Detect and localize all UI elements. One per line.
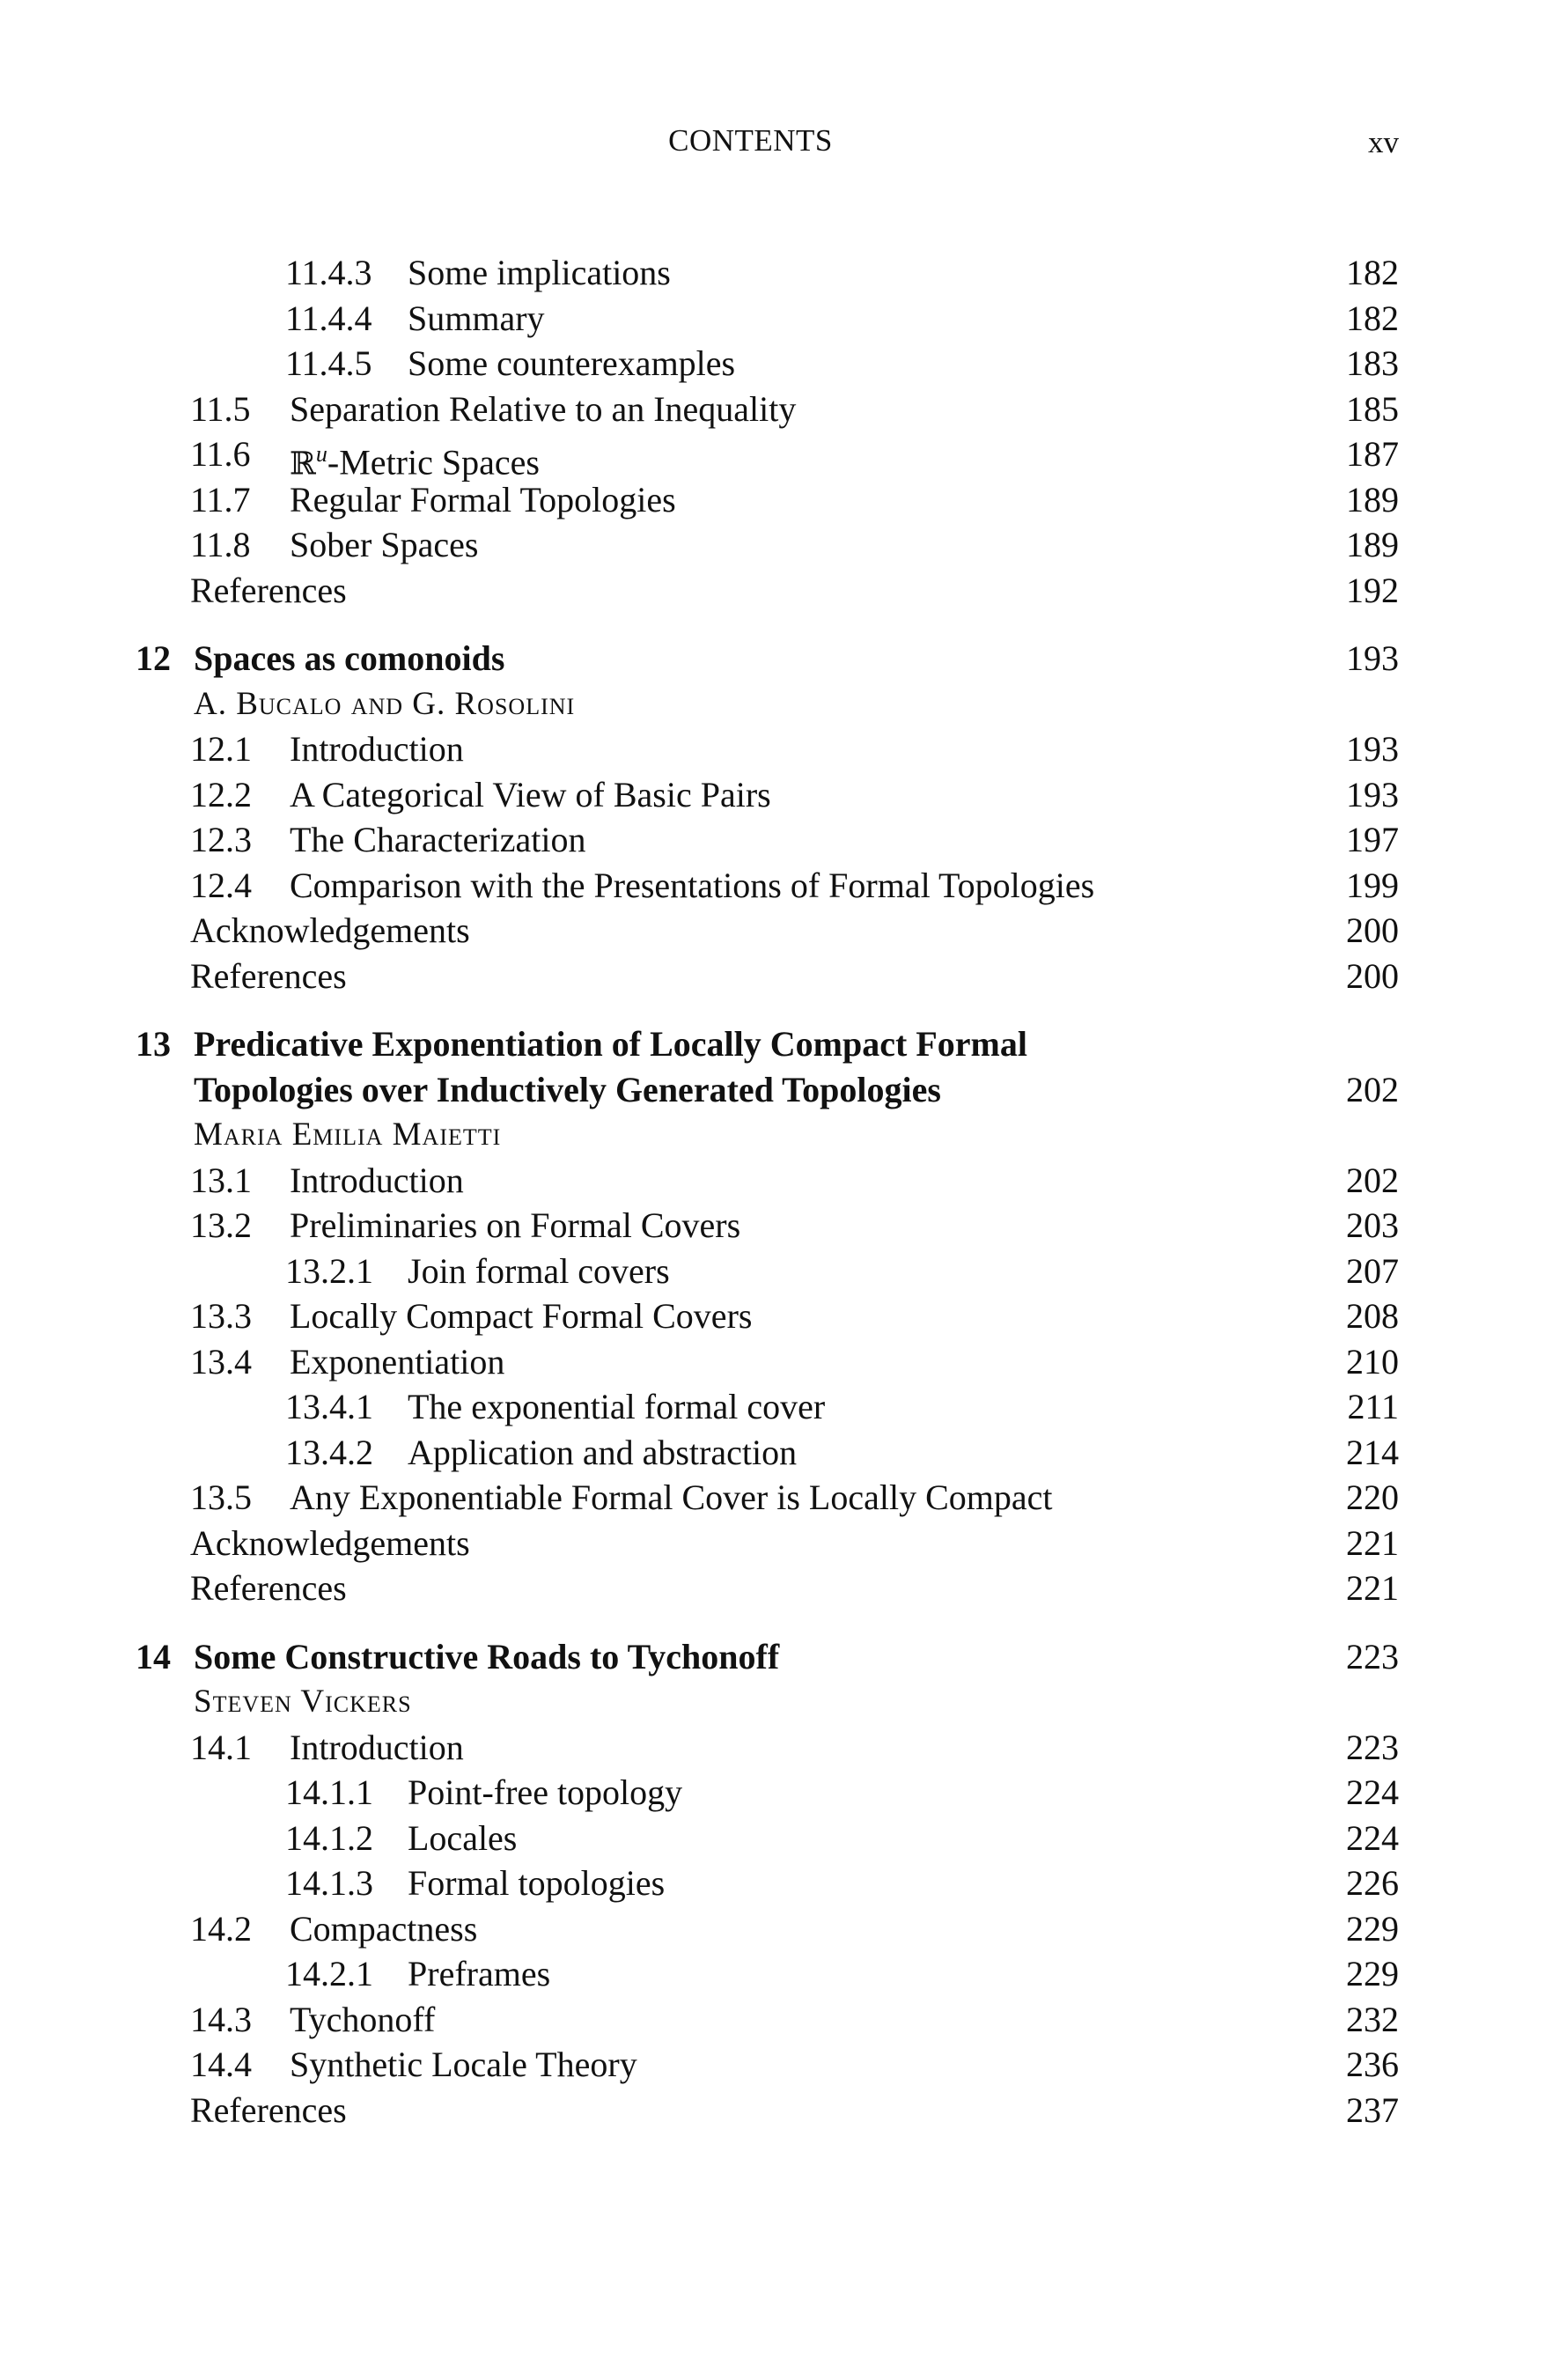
entry-number: 14.4	[190, 2045, 252, 2084]
entry-page: 229	[1346, 1908, 1399, 1949]
entry-title-text: -Metric Spaces	[327, 442, 540, 483]
entry-page: 236	[1346, 2045, 1399, 2084]
entry-title: Exponentiation	[290, 1341, 505, 1382]
entry-page: 221	[1346, 1568, 1399, 1608]
entry-title: The Characterization	[290, 820, 586, 859]
entry-number: 13.3	[190, 1296, 252, 1336]
entry-number: 12.4	[190, 865, 252, 905]
entry-title: Sober Spaces	[290, 525, 479, 564]
chapter-authors	[0, 682, 1545, 727]
toc-entry[interactable]	[0, 1861, 1545, 1906]
chapter-heading-13-continued[interactable]	[0, 1067, 1545, 1113]
toc-entry[interactable]	[0, 1951, 1545, 1997]
entry-number: 13.5	[190, 1477, 252, 1517]
entry-title: The exponential formal cover	[408, 1387, 826, 1426]
entry-title: A Categorical View of Basic Pairs	[290, 774, 771, 814]
entry-page: 189	[1346, 479, 1399, 519]
toc-entry[interactable]	[0, 1997, 1545, 2043]
toc-entry[interactable]	[0, 431, 1545, 483]
running-title: CONTENTS	[668, 123, 833, 158]
entry-title: Tychonoff	[290, 1999, 436, 2039]
superscript-u: u	[315, 441, 327, 467]
entry-page: 221	[1346, 1522, 1399, 1563]
entry-title: References	[190, 1568, 347, 1608]
toc-entry[interactable]	[0, 863, 1545, 909]
toc-entry[interactable]	[0, 2042, 1545, 2088]
toc-references[interactable]	[0, 954, 1545, 999]
entry-number: 13.2.1	[285, 1250, 373, 1291]
table-of-contents	[0, 250, 1545, 2133]
entry-title: Join formal covers	[408, 1250, 670, 1291]
entry-title: Comparison with the Presentations of Formal Topologies	[290, 865, 1095, 905]
toc-entry[interactable]	[0, 477, 1545, 523]
toc-entry[interactable]	[0, 522, 1545, 568]
toc-references[interactable]	[0, 568, 1545, 614]
chapter-title: Some Constructive Roads to Tychonoff	[194, 1636, 780, 1676]
chapter-page: 202	[1346, 1069, 1399, 1109]
entry-page: 224	[1346, 1772, 1399, 1812]
entry-number: 13.1	[190, 1160, 252, 1200]
chapter-title-line-2: Topologies over Inductively Generated Topologies	[194, 1069, 941, 1109]
toc-entry[interactable]	[0, 1475, 1545, 1521]
entry-page: 214	[1346, 1432, 1399, 1472]
entry-number: 14.1.1	[285, 1772, 373, 1812]
toc-entry[interactable]	[0, 1816, 1545, 1861]
entry-page: 193	[1346, 774, 1399, 814]
chapter-authors	[0, 1112, 1545, 1158]
entry-title: Preframes	[408, 1954, 551, 1993]
entry-number: 11.4.3	[285, 253, 372, 292]
entry-title: Preliminaries on Formal Covers	[290, 1205, 741, 1245]
toc-references[interactable]	[0, 2088, 1545, 2133]
entry-title: Regular Formal Topologies	[290, 479, 676, 519]
toc-entry[interactable]	[0, 296, 1545, 342]
entry-title: Synthetic Locale Theory	[290, 2045, 637, 2084]
chapter-number: 13	[136, 1024, 171, 1064]
entry-page: 199	[1346, 865, 1399, 905]
chapter-heading-12[interactable]	[0, 636, 1545, 682]
toc-entry[interactable]	[0, 1158, 1545, 1204]
toc-entry[interactable]	[0, 1293, 1545, 1339]
entry-title: Formal topologies	[408, 1863, 666, 1903]
chapter-number: 12	[136, 638, 171, 678]
entry-number: 11.4.4	[285, 298, 372, 338]
chapter-authors	[0, 1679, 1545, 1725]
entry-title: Acknowledgements	[190, 1522, 470, 1563]
entry-page: 208	[1346, 1296, 1399, 1336]
toc-entry[interactable]	[0, 1430, 1545, 1476]
chapter-title: Spaces as comonoids	[194, 638, 505, 678]
toc-entry[interactable]	[0, 1770, 1545, 1816]
entry-number: 13.4	[190, 1341, 252, 1382]
entry-title: Introduction	[290, 1727, 464, 1767]
author-names: A. Bucalo and G. Rosolini	[194, 685, 576, 722]
entry-number: 14.2.1	[285, 1954, 373, 1993]
entry-page: 210	[1346, 1341, 1399, 1382]
entry-title: Application and abstraction	[408, 1432, 798, 1472]
entry-page: 211	[1347, 1387, 1399, 1426]
entry-title: References	[190, 570, 347, 610]
entry-number: 14.1.3	[285, 1863, 373, 1903]
entry-number: 13.2	[190, 1205, 252, 1245]
entry-title: Acknowledgements	[190, 910, 470, 950]
entry-title: References	[190, 955, 347, 996]
toc-entry[interactable]	[0, 772, 1545, 818]
entry-page: 185	[1346, 388, 1399, 429]
entry-page: 232	[1346, 1999, 1399, 2039]
toc-entry[interactable]	[0, 1384, 1545, 1430]
toc-entry[interactable]	[0, 387, 1545, 432]
entry-page: 182	[1346, 253, 1399, 292]
entry-title: Compactness	[290, 1908, 478, 1949]
toc-entry[interactable]	[0, 817, 1545, 863]
entry-page: 220	[1346, 1477, 1399, 1517]
author-names: Maria Emilia Maietti	[194, 1116, 502, 1153]
chapter-page: 193	[1346, 638, 1399, 678]
entry-page: 224	[1346, 1817, 1399, 1858]
entry-page: 187	[1346, 434, 1399, 474]
entry-page: 223	[1346, 1727, 1399, 1767]
entry-number: 12.2	[190, 774, 252, 814]
entry-number: 13.4.2	[285, 1432, 373, 1472]
toc-entry[interactable]	[0, 1249, 1545, 1294]
entry-number: 14.1.2	[285, 1817, 373, 1858]
entry-title: Summary	[408, 298, 545, 338]
entry-title: Separation Relative to an Inequality	[290, 388, 797, 429]
toc-entry[interactable]	[0, 1725, 1545, 1771]
blackboard-r-symbol: ℝ	[290, 446, 316, 483]
entry-page: 189	[1346, 525, 1399, 564]
entry-number: 12.3	[190, 820, 252, 859]
entry-title: Any Exponentiable Formal Cover is Locally Compact	[290, 1477, 1053, 1517]
entry-number: 14.1	[190, 1727, 252, 1767]
toc-references[interactable]	[0, 1566, 1545, 1611]
entry-page: 193	[1346, 729, 1399, 769]
entry-page: 202	[1346, 1160, 1399, 1200]
chapter-title-line-1: Predicative Exponentiation of Locally Compact Formal	[194, 1024, 1027, 1064]
entry-page: 192	[1346, 570, 1399, 610]
author-names: Steven Vickers	[194, 1684, 412, 1720]
entry-page: 226	[1346, 1863, 1399, 1903]
entry-page: 237	[1346, 2089, 1399, 2130]
entry-page: 207	[1346, 1250, 1399, 1291]
entry-title: Some implications	[408, 253, 671, 292]
running-header	[0, 123, 1545, 173]
toc-acknowledgements[interactable]	[0, 908, 1545, 954]
entry-number: 14.3	[190, 1999, 252, 2039]
entry-title: Some counterexamples	[408, 343, 736, 383]
entry-page: 200	[1346, 910, 1399, 950]
chapter-number: 14	[136, 1636, 171, 1676]
toc-entry[interactable]	[0, 726, 1545, 772]
entry-page: 203	[1346, 1205, 1399, 1245]
entry-page: 229	[1346, 1954, 1399, 1993]
entry-number: 11.6	[190, 434, 251, 474]
toc-acknowledgements[interactable]	[0, 1521, 1545, 1566]
entry-number: 11.7	[190, 479, 251, 519]
entry-page: 183	[1346, 343, 1399, 383]
entry-page: 197	[1346, 820, 1399, 859]
toc-entry[interactable]	[0, 341, 1545, 387]
entry-number: 11.4.5	[285, 343, 372, 383]
toc-entry[interactable]	[0, 250, 1545, 296]
chapter-heading-14[interactable]	[0, 1634, 1545, 1680]
entry-title: Locally Compact Formal Covers	[290, 1296, 753, 1336]
toc-entry[interactable]	[0, 1906, 1545, 1952]
entry-title: References	[190, 2089, 347, 2130]
entry-number: 12.1	[190, 729, 252, 769]
entry-number: 13.4.1	[285, 1387, 373, 1426]
entry-number: 11.8	[190, 525, 251, 564]
entry-page: 200	[1346, 955, 1399, 996]
chapter-heading-13[interactable]	[0, 1021, 1545, 1067]
chapter-page: 223	[1346, 1636, 1399, 1676]
entry-title: Point-free topology	[408, 1772, 683, 1812]
toc-entry[interactable]	[0, 1339, 1545, 1385]
entry-page: 182	[1346, 298, 1399, 338]
entry-title: Introduction	[290, 1160, 464, 1200]
entry-number: 11.5	[190, 388, 251, 429]
toc-entry[interactable]	[0, 1203, 1545, 1249]
entry-number: 14.2	[190, 1908, 252, 1949]
entry-title: Locales	[408, 1817, 518, 1858]
entry-title: Introduction	[290, 729, 464, 769]
page-number: xv	[1368, 125, 1399, 159]
